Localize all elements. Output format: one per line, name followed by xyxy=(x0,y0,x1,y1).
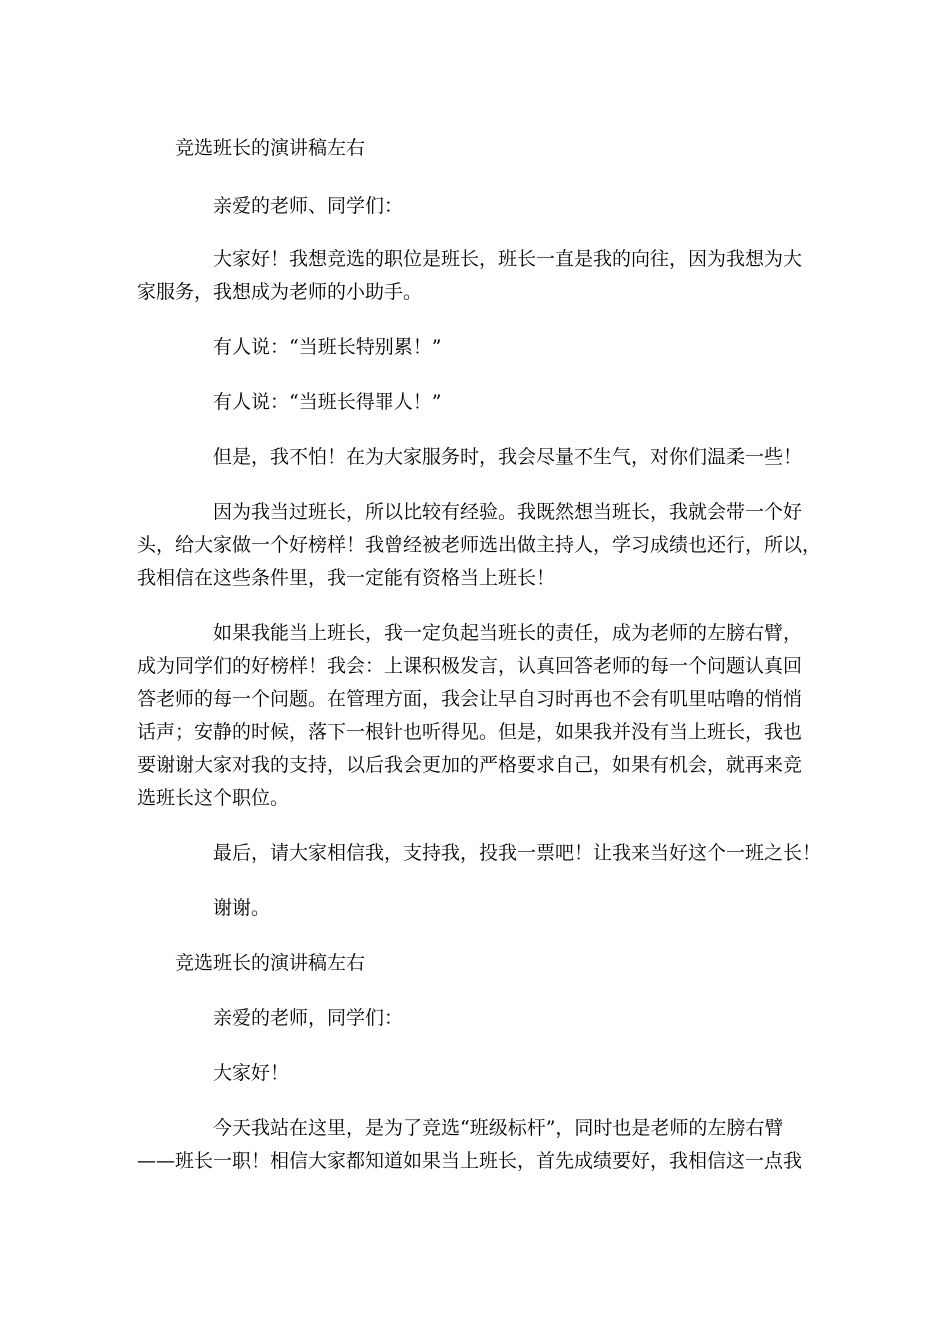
salutation: 亲爱的老师、同学们： xyxy=(213,195,404,217)
paragraph-line: 我相信在这些条件里，我一定能有资格当上班长！ xyxy=(137,567,556,589)
paragraph-line: 答老师的每一个问题。在管理方面，我会让早自习时再也不会有叽里咕噜的悄悄 xyxy=(137,688,803,710)
paragraph-line: 有人说：“当班长得罪人！” xyxy=(213,391,442,413)
paragraph-line: 因为我当过班长，所以比较有经验。我既然想当班长，我就会带一个好 xyxy=(213,501,803,523)
paragraph-line: 选班长这个职位。 xyxy=(137,787,290,809)
paragraph-line: 话声；安静的时候，落下一根针也听得见。但是，如果我并没有当上班长，我也 xyxy=(137,721,803,743)
paragraph-line: ——班长一职！相信大家都知道如果当上班长，首先成绩要好，我相信这一点我 xyxy=(137,1150,803,1172)
paragraph-line: 有人说：“当班长特别累！” xyxy=(213,336,442,358)
paragraph-line: 但是，我不怕！在为大家服务时，我会尽量不生气，对你们温柔一些！ xyxy=(213,446,803,468)
paragraph-line: 头，给大家做一个好榜样！我曾经被老师选出做主持人，学习成绩也还行，所以， xyxy=(137,534,822,556)
paragraph-line: 成为同学们的好榜样！我会：上课积极发言，认真回答老师的每一个问题认真回 xyxy=(137,655,803,677)
paragraph-line: 大家好！我想竞选的职位是班长，班长一直是我的向往，因为我想为大 xyxy=(213,248,803,270)
salutation: 亲爱的老师，同学们： xyxy=(213,1007,404,1029)
closing-thanks: 谢谢。 xyxy=(213,897,271,919)
paragraph-line: 家服务，我想成为老师的小助手。 xyxy=(137,281,423,303)
document-title: 竞选班长的演讲稿左右 xyxy=(175,952,366,974)
paragraph-line: 大家好！ xyxy=(213,1062,290,1084)
paragraph-line: 今天我站在这里，是为了竞选“班级标杆”，同时也是老师的左膀右臂 xyxy=(213,1117,784,1139)
paragraph-line: 最后，请大家相信我，支持我，投我一票吧！让我来当好这个一班之长！ xyxy=(213,842,822,864)
paragraph-line: 要谢谢大家对我的支持，以后我会更加的严格要求自己，如果有机会，就再来竞 xyxy=(137,754,803,776)
paragraph-line: 如果我能当上班长，我一定负起当班长的责任，成为老师的左膀右臂， xyxy=(213,622,803,644)
document-title: 竞选班长的演讲稿左右 xyxy=(175,137,366,159)
